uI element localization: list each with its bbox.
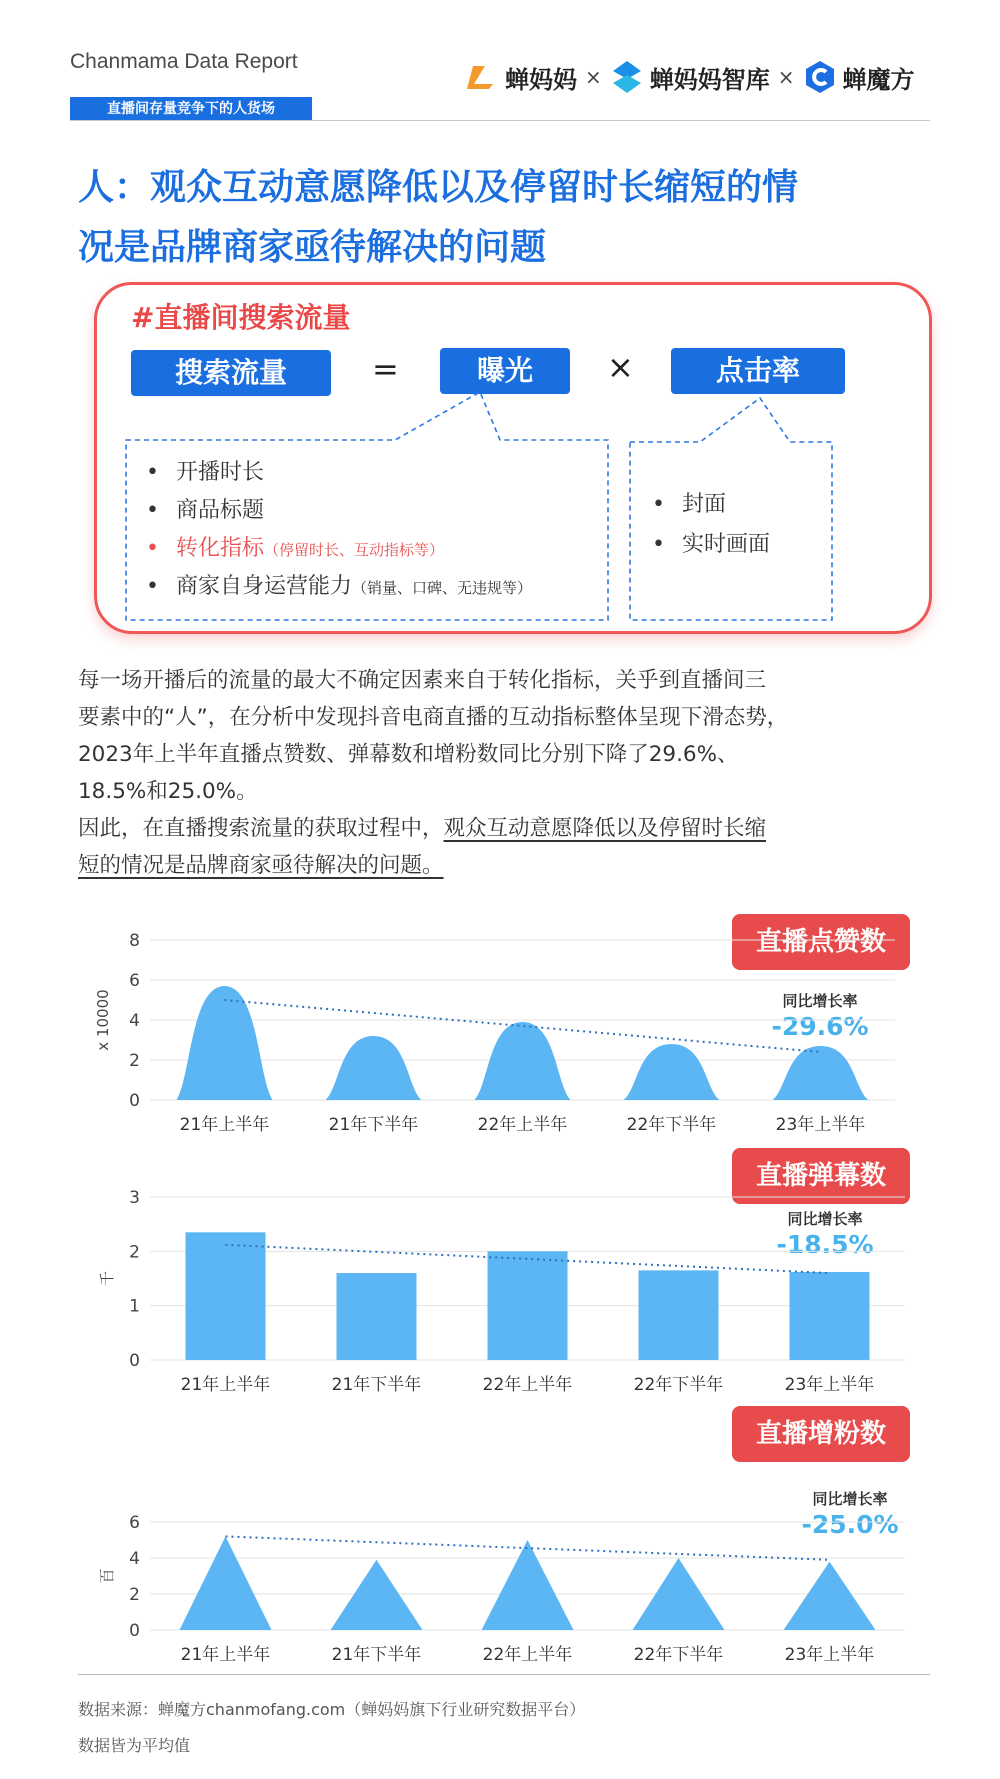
y-axis-label: x 10000 (94, 989, 112, 1051)
y-tick-label: 2 (129, 1051, 140, 1071)
headline-line-1: 人：观众互动意愿降低以及停留时长缩短的情 (78, 167, 799, 208)
x-tick-label: 22年上半年 (482, 1645, 573, 1665)
chart-comments (0, 1180, 1000, 1405)
bar (186, 1232, 266, 1360)
y-tick-label: 4 (129, 1011, 140, 1031)
x-tick-label: 23年上半年 (784, 1645, 875, 1665)
chart-likes-yoy-value: -29.6% (771, 1012, 869, 1041)
body-line: 每一场开播后的流量的最大不确定因素来自于转化指标，关乎到直播间三 (78, 668, 767, 693)
x-tick-label: 22年下半年 (633, 1375, 724, 1395)
chart-likes-yoy-label: 同比增长率 (782, 992, 858, 1010)
chanmofang-logo-text: 蝉魔方 (842, 65, 915, 94)
x-tick-label: 21年上半年 (179, 1115, 270, 1135)
bell-mark (773, 1046, 869, 1100)
bar (337, 1273, 417, 1360)
x-tick-label: 22年下半年 (626, 1115, 717, 1135)
y-tick-label: 2 (129, 1585, 140, 1605)
data-source: 数据来源：蝉魔方chanmofang.com（蝉妈妈旗下行业研究数据平台） (78, 1700, 586, 1719)
bar (639, 1270, 719, 1360)
body-line: 要素中的“人”，在分析中发现抖音电商直播的互动指标整体呈现下滑态势， (78, 705, 789, 730)
body-line: 因此，在直播搜索流量的获取过程中，观众互动意愿降低以及停留时长缩 (78, 816, 767, 841)
chart-likes (0, 920, 1000, 1160)
chart-followers-yoy-value: -25.0% (801, 1510, 899, 1539)
x-tick-label: 23年上半年 (784, 1375, 875, 1395)
y-tick-label: 4 (129, 1549, 140, 1569)
bell-mark (475, 1022, 571, 1100)
chart-likes-title: 直播点赞数 (732, 914, 910, 970)
x-tick-label: 21年上半年 (180, 1645, 271, 1665)
body-line: 2023年上半年直播点赞数、弹幕数和增粉数同比分别下降了29.6%、 (78, 742, 739, 767)
formula-exposure: 曝光 (440, 348, 570, 394)
chart-followers (0, 1500, 1000, 1670)
list-item: • 商家自身运营能力（销量、口碑、无违规等） (146, 574, 533, 599)
triangle-mark (784, 1562, 876, 1630)
formula-ctr: 点击率 (671, 348, 845, 394)
y-tick-label: 8 (129, 931, 140, 951)
headline-line-2: 况是品牌商家亟待解决的问题 (78, 227, 547, 268)
list-item-highlight: • 转化指标（停留时长、互动指标等） (146, 536, 445, 561)
chart-comments-yoy-value: -18.5% (776, 1230, 874, 1259)
chart-comments-yoy-label: 同比增长率 (787, 1210, 863, 1228)
y-tick-label: 2 (129, 1242, 140, 1263)
y-axis-label: 百 (98, 1568, 116, 1584)
chanmama-logo-text: 蝉妈妈 (505, 65, 577, 94)
triangle-mark (331, 1560, 423, 1630)
formula-equals: = (372, 350, 399, 388)
formula-search-traffic: 搜索流量 (131, 350, 331, 396)
triangle-mark (482, 1540, 574, 1630)
y-tick-label: 6 (129, 971, 140, 991)
x-tick-label: 22年下半年 (633, 1645, 724, 1665)
x-tick-label: 21年下半年 (328, 1115, 419, 1135)
list-item: • 实时画面 (652, 532, 771, 557)
bell-mark (624, 1044, 720, 1100)
x-tick-label: 23年上半年 (775, 1115, 866, 1135)
report-brand: Chanmama Data Report (70, 50, 298, 73)
y-axis-label: 千 (98, 1270, 116, 1287)
body-line: 18.5%和25.0%。 (78, 779, 258, 804)
data-note: 数据皆为平均值 (78, 1736, 191, 1755)
list-item: • 开播时长 (146, 460, 265, 485)
section-tag: 直播间存量竞争下的人货场 (70, 97, 312, 121)
times-symbol-2: × (777, 65, 795, 89)
y-tick-label: 1 (129, 1296, 140, 1317)
y-tick-label: 0 (129, 1351, 140, 1371)
x-tick-label: 22年上半年 (477, 1115, 568, 1135)
exposure-factor-list (146, 455, 606, 620)
times-symbol: × (585, 65, 602, 89)
body-line: 短的情况是品牌商家亟待解决的问题。 (78, 853, 444, 878)
y-tick-label: 0 (129, 1621, 140, 1641)
y-tick-label: 6 (129, 1513, 140, 1533)
chart-comments-title: 直播弹幕数 (732, 1148, 910, 1204)
bell-mark (177, 986, 273, 1100)
x-tick-label: 21年上半年 (180, 1375, 271, 1395)
list-item: • 封面 (652, 492, 727, 517)
footer-divider (78, 1674, 930, 1675)
bar (488, 1251, 568, 1360)
y-tick-label: 0 (129, 1091, 140, 1111)
chart-followers-title: 直播增粉数 (732, 1406, 910, 1462)
ctr-factor-list (652, 487, 832, 577)
search-traffic-hashtag: #直播间搜索流量 (131, 301, 351, 334)
chanmama-zhiku-logo-text: 蝉妈妈智库 (649, 65, 770, 94)
chart-followers-yoy-label: 同比增长率 (812, 1490, 888, 1508)
body-text (78, 662, 928, 884)
list-item: • 商品标题 (146, 498, 265, 523)
triangle-mark (180, 1536, 272, 1630)
formula-times: × (607, 348, 634, 386)
x-tick-label: 21年下半年 (331, 1645, 422, 1665)
x-tick-label: 21年下半年 (331, 1375, 422, 1395)
x-tick-label: 22年上半年 (482, 1375, 573, 1395)
bar (790, 1272, 870, 1360)
bell-mark (326, 1036, 422, 1100)
y-tick-label: 3 (129, 1188, 140, 1208)
